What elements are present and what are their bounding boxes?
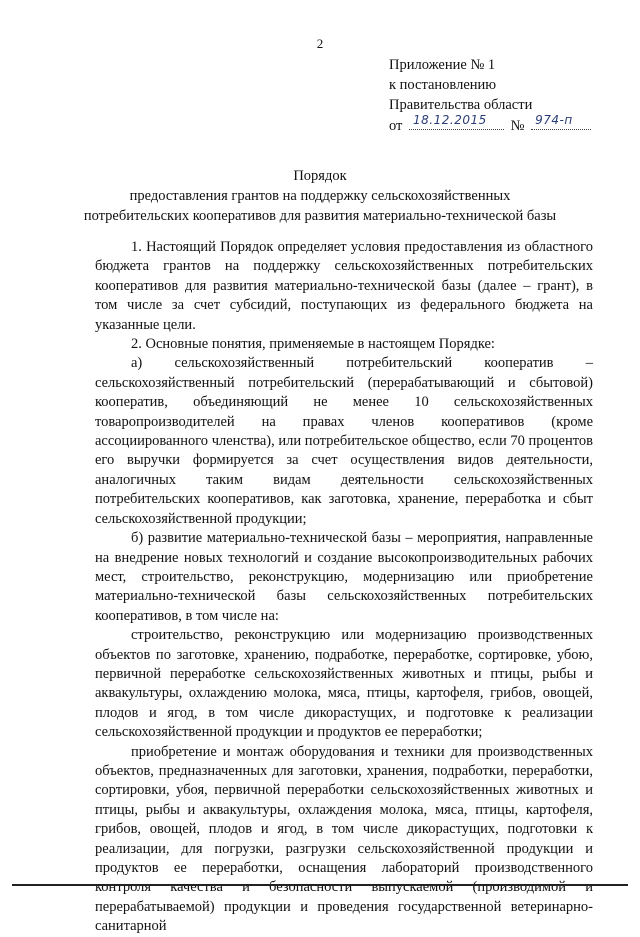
- title-line-1: Порядок: [293, 168, 347, 184]
- footer-rule: [12, 884, 628, 886]
- title-line-2: предоставления грантов на поддержку сельскохозяйственных: [129, 188, 511, 204]
- paragraph: 1. Настоящий Порядок определяет условия предоставления из областного бюджета грантов на поддержку сельскохозяйственных потребительских кооперативов для развития материально-технической базы (далее – грант), в том числе за счет субсидий, поступающих из федерального бюджета на указанные цели.: [95, 239, 593, 333]
- date-prefix: от: [389, 118, 403, 134]
- number-prefix: №: [510, 118, 525, 134]
- handwritten-number: 974-п: [535, 113, 573, 127]
- paragraph: приобретение и монтаж оборудования и техники для производственных объектов, предназначенных для заготовки, хранения, подработки, переработки, сортировки, убоя, первичной переработки сельскохозяйственных животных и птицы, рыбы и аквакультуры, охлаждения молока, мяса, птицы, картофеля, грибов, овощей, плодов и ягод, в том числе дикорастущих, подготовки к реализации, для погрузки, разгрузки сельскохозяйственной продукции и продуктов ее переработки, оснащения лабораторий производственного контроля качества и безопасности выпускаемой (производимой и перерабатываемой) продукции и проведения государственной ветеринарно-санитарной: [95, 743, 593, 935]
- handwritten-date: 18.12.2015: [413, 113, 487, 127]
- paragraph: б) развитие материально-технической базы – мероприятия, направленные на внедрение новых технологий и создание высокопроизводительных рабочих мест, строительство, реконструкцию, модернизацию или приобретение материально-технической базы сельскохозяйственных потребительских кооперативов, в том числе на:: [95, 530, 593, 624]
- appendix-date-line: [389, 115, 594, 136]
- document-body: [95, 238, 593, 937]
- paragraph: а) сельскохозяйственный потребительский кооператив – сельскохозяйственный потребительский (перерабатывающий и сбытовой) кооператив, объединяющий не менее 10 сельскохозяйственных товаропроизводителей на правах членов кооперативов (кроме ассоциированного членства), или потребительское общество, если 70 процентов его выручки формируется за счет осуществления видов деятельности, аналогичных таким видам деятельности сельскохозяйственных потребительских кооперативов, как заготовка, хранение, переработка и сбыт сельскохозяйственной продукции;: [95, 355, 593, 527]
- paragraph: 2. Основные понятия, применяемые в настоящем Порядке:: [131, 336, 495, 353]
- page-number: 2: [316, 36, 324, 51]
- document-title: [0, 166, 640, 226]
- date-field: [409, 115, 504, 130]
- appendix-title: Приложение № 1: [389, 57, 496, 73]
- appendix-header: [389, 55, 594, 136]
- appendix-government: Правительства области: [389, 97, 533, 113]
- title-line-3: потребительских кооперативов для развития материально-технической базы: [83, 208, 557, 224]
- paragraph: строительство, реконструкцию или модернизацию производственных объектов по заготовке, хранению, подработке, переработке, сортировке, убою, первичной переработке сельскохозяйственных животных и птицы, рыбы и аквакультуры, охлаждению молока, мяса, птицы, картофеля, грибов, овощей, плодов и ягод, в том числе дикорастущих, и подготовке к реализации сельскохозяйственной продукции и продуктов ее переработки;: [95, 627, 593, 741]
- number-field: [531, 115, 591, 130]
- appendix-to-resolution: к постановлению: [389, 77, 497, 93]
